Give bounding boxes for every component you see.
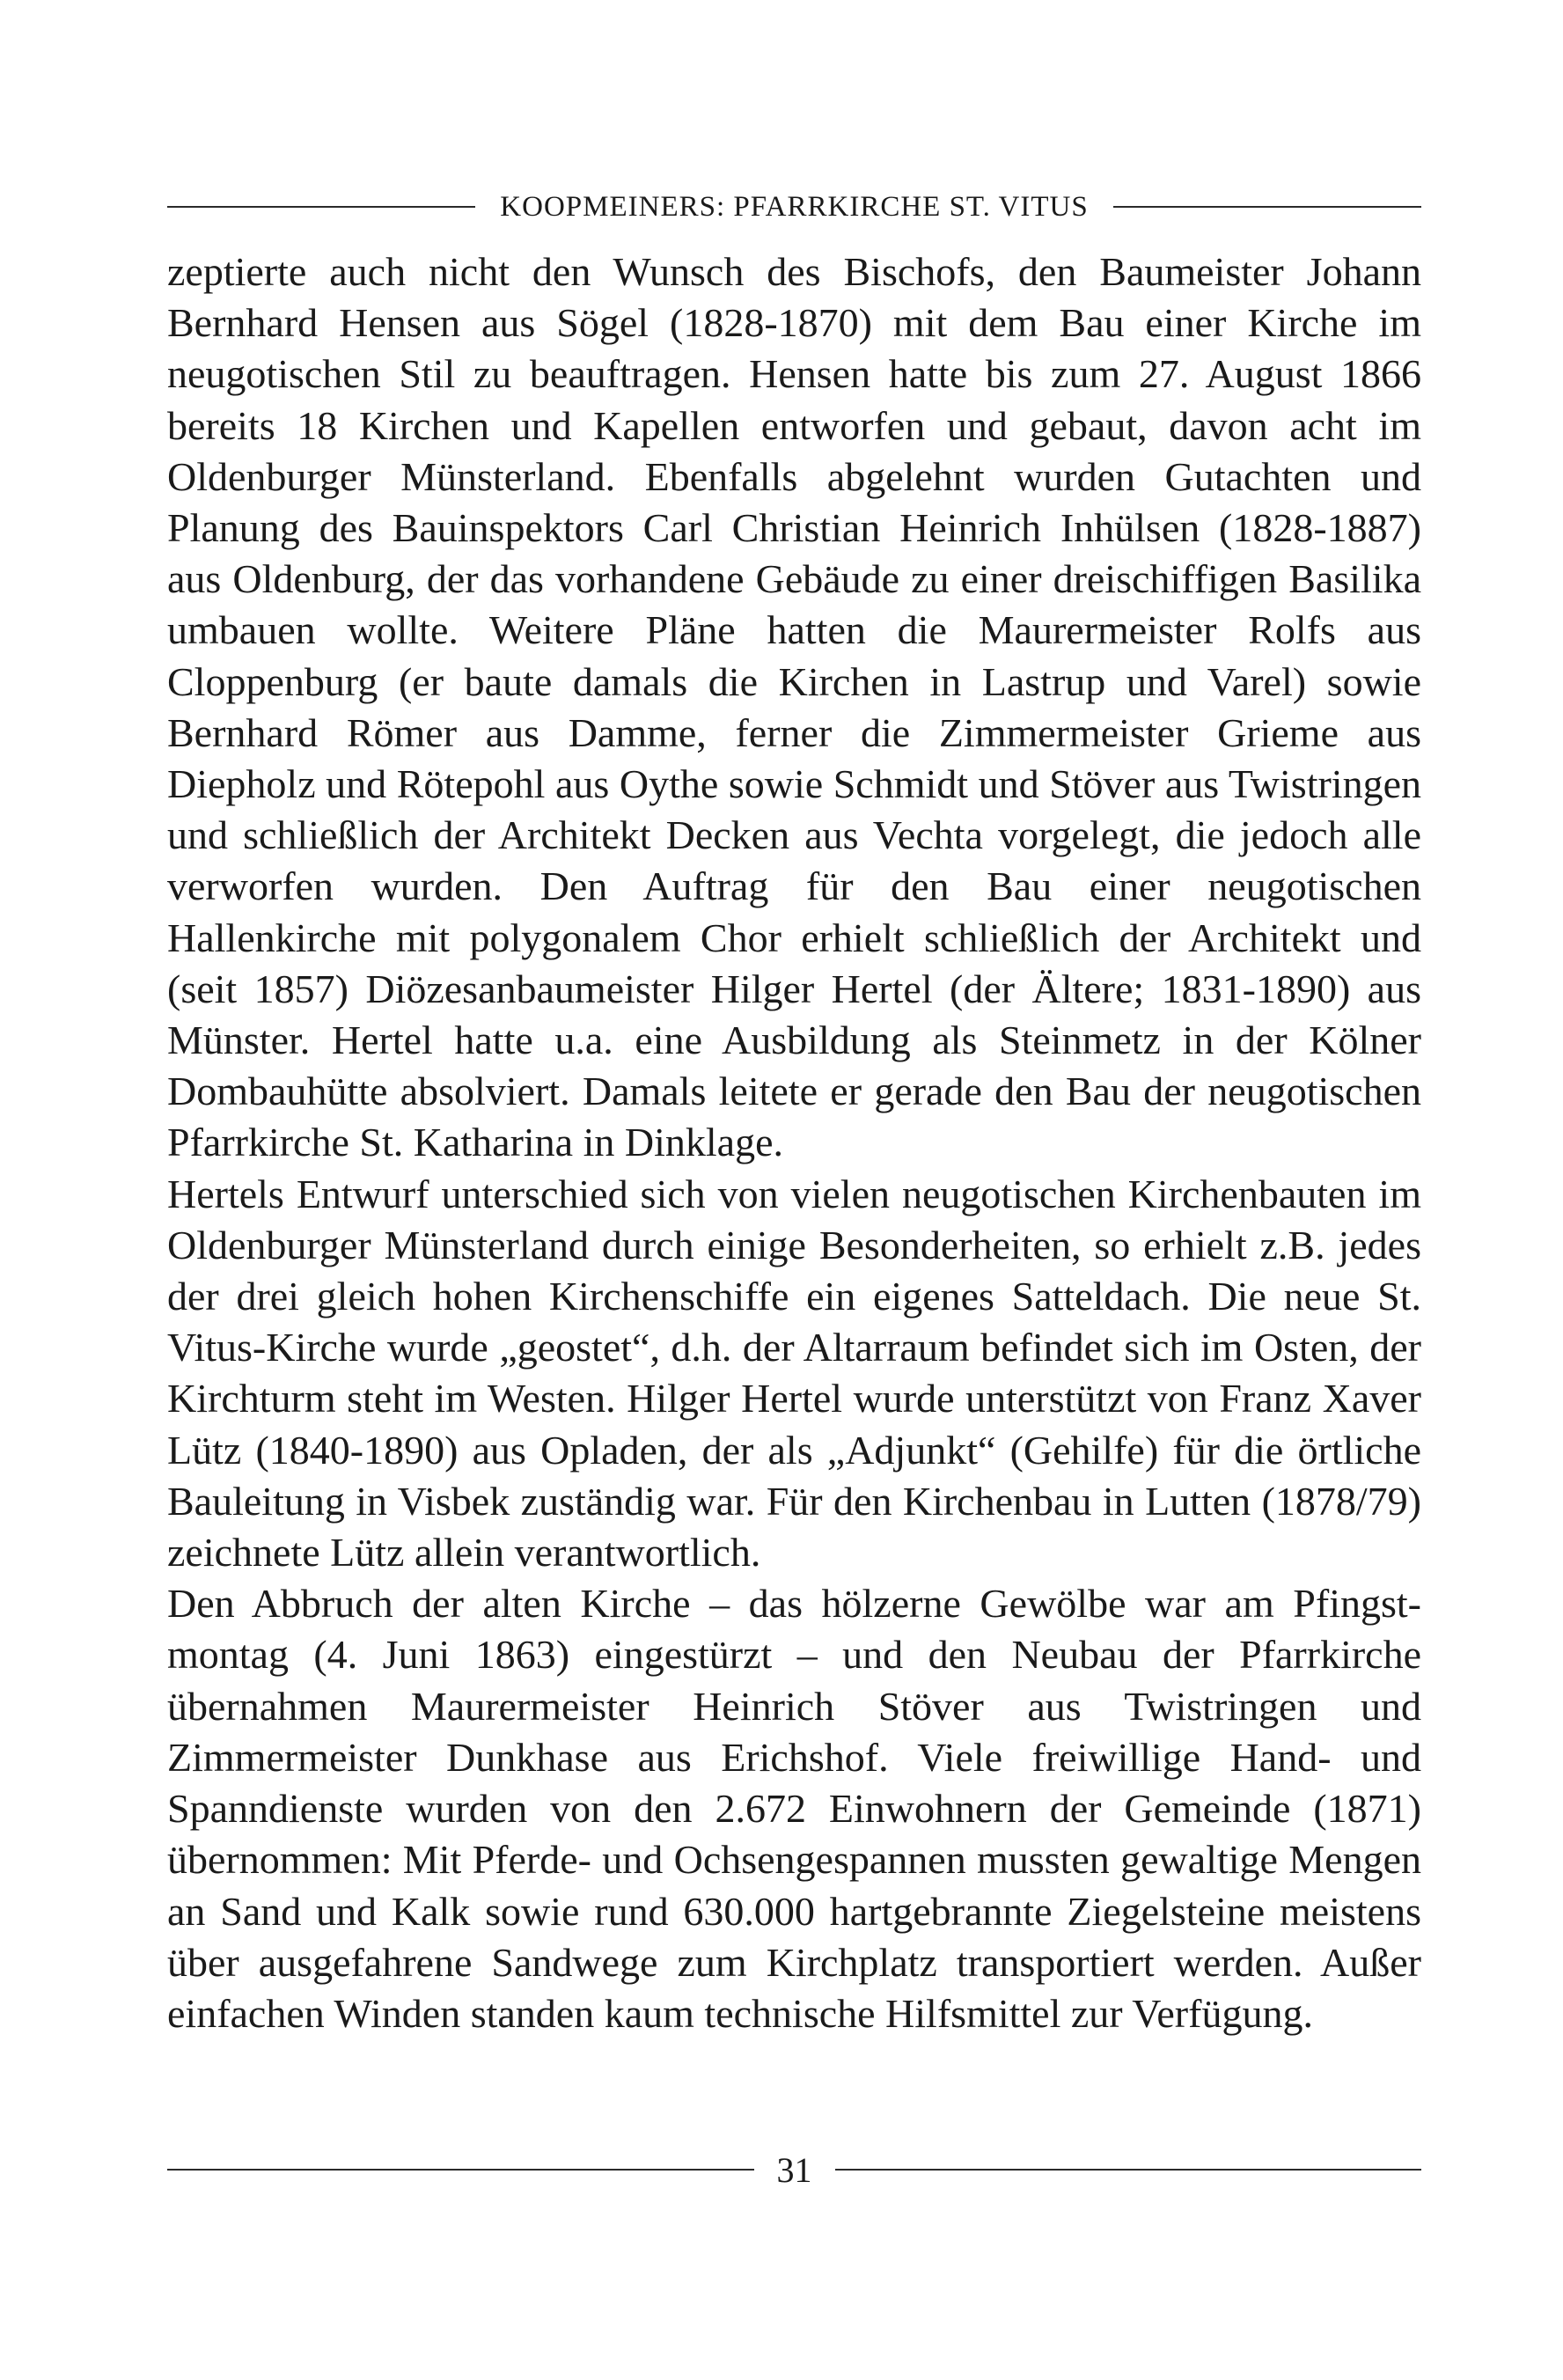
running-head-rule-right xyxy=(1113,206,1421,208)
body-text xyxy=(167,246,1421,2039)
running-head-rule-left xyxy=(167,206,475,208)
running-head xyxy=(167,185,1421,229)
paragraph-1: zeptierte auch nicht den Wunsch des Bischofs, den Baumeister Johann Bernhard Hensen aus Sögel (1828-1870) mit dem Bau einer Kirche im neugotischen Stil zu beauftragen. Hensen hatte bis zum 27. August 1866 bereits 18 Kirchen und Kapellen entworfen und gebaut, davon acht im Oldenburger Münsterland. Ebenfalls abgelehnt wurden Gutachten und Planung des Bauinspektors Carl Christian Heinrich Inhülsen (1828-1887) aus Oldenburg, der das vorhandene Gebäude zu einer dreischiffigen Basilika umbauen wollte. Weitere Pläne hatten die Maurermeister Rolfs aus Cloppenburg (er baute damals die Kirchen in Lastrup und Varel) sowie Bernhard Römer aus Damme, ferner die Zimmermeister Grieme aus Diepholz und Rötepohl aus Oythe sowie Schmidt und Stöver aus Twistringen und schließlich der Architekt Decken aus Vechta vorgelegt, die jedoch alle verworfen wurden. Den Auftrag für den Bau einer neugotischen Hallenkirche mit polygonalem Chor erhielt schließlich der Architekt und (seit 1857) Diözesanbaumeister Hilger Hertel (der Ältere; 1831-1890) aus Münster. Hertel hatte u.a. eine Ausbildung als Steinmetz in der Kölner Dombauhütte absolviert. Damals leitete er gerade den Bau der neugotischen Pfarrkirche St. Katharina in Dinklage. xyxy=(167,249,1421,1165)
page-number: 31 xyxy=(776,2149,812,2190)
page-footer xyxy=(167,2148,1421,2192)
page-footer-rule-right xyxy=(835,2169,1422,2171)
running-head-title: KOOPMEINERS: PFARRKIRCHE ST. VITUS xyxy=(500,190,1089,223)
paragraph-3: Den Abbruch der alten Kirche – das hölzerne Gewölbe war am Pfingstmontag (4. Juni 1863) eingestürzt – und den Neubau der Pfarrkirche übernahmen Maurermeister Heinrich Stöver aus Twistringen und Zimmermeister Dunkhase aus Erichshof. Viele freiwillige Hand- und Spanndienste wurden von den 2.672 Einwohnern der Gemeinde (1871) übernommen: Mit Pferde- und Ochsengespannen mussten gewaltige Mengen an Sand und Kalk sowie rund 630.000 hartgebrannte Ziegelsteine meistens über ausgefahrene Sandwege zum Kirchplatz transportiert werden. Außer einfachen Winden standen kaum technische Hilfsmittel zur Verfügung. xyxy=(167,1581,1421,2036)
paragraph-2: Hertels Entwurf unterschied sich von vielen neugotischen Kirchenbauten im Oldenburger Münsterland durch einige Besonderheiten, so erhielt z.B. jedes der drei gleich hohen Kirchenschiffe ein eigenes Satteldach. Die neue St. Vitus-Kirche wurde „geostet“, d.h. der Altarraum befindet sich im Osten, der Kirchturm steht im Westen. Hilger Hertel wurde unterstützt von Franz Xaver Lütz (1840-1890) aus Opladen, der als „Adjunkt“ (Gehilfe) für die örtliche Bauleitung in Visbek zuständig war. Für den Kirchenbau in Lutten (1878/79) zeichnete Lütz allein verantwortlich. xyxy=(167,1171,1421,1576)
page-footer-rule-left xyxy=(167,2169,754,2171)
